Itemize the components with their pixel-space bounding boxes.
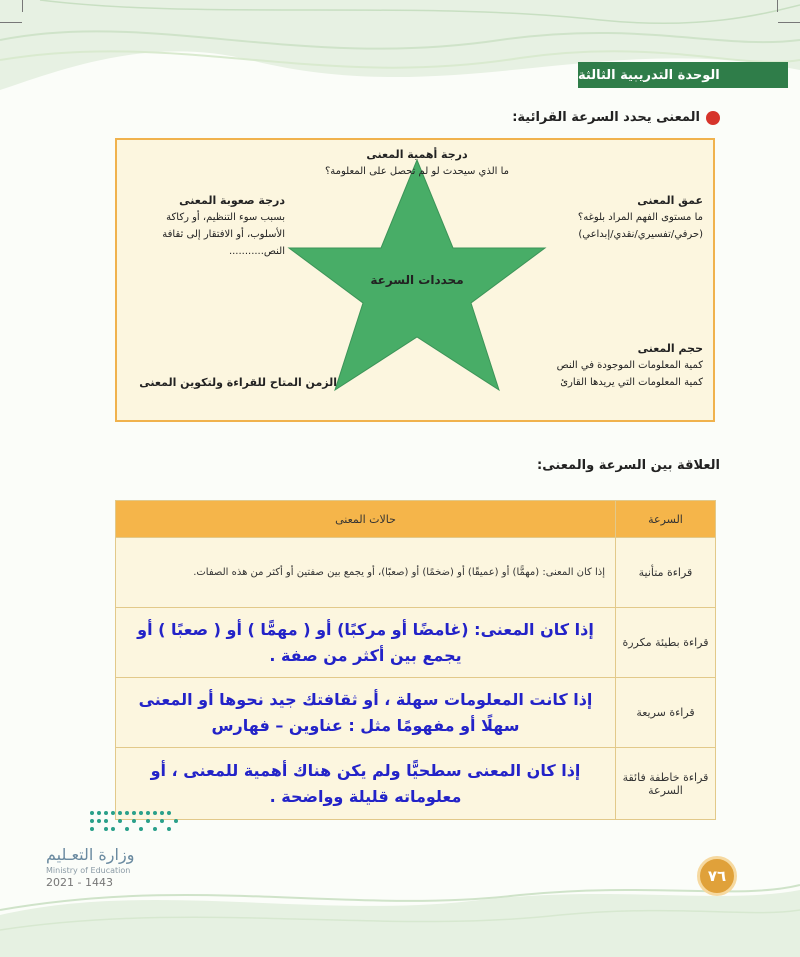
speed-meaning-table	[115, 500, 716, 820]
time-text: الزمن المتاح للقراءة ولتكوين المعنى	[139, 376, 337, 389]
edition-year: 2021 - 1443	[46, 876, 113, 889]
meaning-cell: إذا كان المعنى: (مهمًّا) أو (عميقًا) أو (ضخمًا) أو (صعبًا)، أو يجمع بين صفتين أو أكثر من هذه الصفات.	[116, 538, 616, 608]
unit-title: الوحدة التدريبية الثالثة	[578, 67, 720, 83]
crop-mark	[0, 22, 22, 23]
section2-title: العلاقة بين السرعة والمعنى:	[537, 458, 720, 473]
time-block	[137, 374, 337, 391]
table-row	[116, 748, 716, 820]
answer-cell: إذا كانت المعلومات سهلة ، أو ثقافتك جيد نحوها أو المعنى سهلًا أو مفهومًا مثل : عناوين – فهارس	[116, 678, 616, 748]
difficulty-heading: درجة صعوبة المعنى	[179, 194, 285, 207]
depth-line: ما مستوى الفهم المراد بلوغه؟	[577, 212, 703, 223]
page-number-badge	[697, 856, 737, 896]
section-heading-speed-by-meaning	[512, 110, 720, 125]
crop-mark	[777, 0, 778, 12]
depth-line: (حرفي/تفسيري/نقدي/إبداعي)	[578, 229, 703, 240]
table-header-row	[116, 501, 716, 538]
speed-determinants-diagram	[115, 138, 715, 422]
ministry-name-ar: وزارة التعـليم	[46, 845, 135, 864]
importance-text: ما الذي سيحدث لو لم تحصل على المعلومة؟	[324, 166, 509, 177]
unit-title-banner	[578, 62, 788, 88]
volume-heading: حجم المعنى	[637, 342, 703, 355]
answer-cell: إذا كان المعنى سطحيًّا ولم يكن هناك أهمية للمعنى ، أو معلوماته قليلة وواضحة .	[116, 748, 616, 820]
ministry-name-en: Ministry of Education	[46, 866, 131, 875]
red-bullet-icon	[706, 111, 720, 125]
answer-cell: إذا كان المعنى: (غامضًا أو مركبًا) أو ( مهمًّا ) أو ( صعبًا ) أو يجمع بين أكثر من صفة .	[116, 608, 616, 678]
bottom-wave-decoration	[0, 860, 800, 957]
section1-title: المعنى يحدد السرعة القرائية:	[512, 110, 700, 125]
speed-cell: قراءة بطيئة مكررة	[616, 608, 716, 678]
volume-block	[497, 340, 703, 391]
speed-cell: قراءة خاطفة فائقة السرعة	[616, 748, 716, 820]
header-meaning: حالات المعنى	[116, 501, 616, 538]
vision-logo-icon	[88, 808, 180, 834]
importance-block	[292, 146, 542, 180]
table-row	[116, 678, 716, 748]
table-row	[116, 538, 716, 608]
crop-mark	[22, 0, 23, 12]
difficulty-line: الأسلوب، أو الافتقار إلى ثقافة	[162, 229, 285, 240]
page-number: ٧٦	[707, 867, 727, 885]
importance-heading: درجة أهمية المعنى	[366, 148, 468, 161]
depth-block	[537, 192, 703, 243]
volume-line: كمية المعلومات التي يريدها القارئ	[560, 377, 703, 388]
volume-line: كمية المعلومات الموجودة في النص	[556, 360, 703, 371]
header-speed: السرعة	[616, 501, 716, 538]
crop-mark	[778, 22, 800, 23]
difficulty-line: النص...........	[228, 246, 285, 257]
depth-heading: عمق المعنى	[637, 194, 703, 207]
star-center-label: محددات السرعة	[370, 273, 464, 287]
difficulty-line: بسبب سوء التنظيم، أو ركاكة	[166, 212, 285, 223]
speed-cell: قراءة متأنية	[616, 538, 716, 608]
speed-cell: قراءة سريعة	[616, 678, 716, 748]
difficulty-block	[125, 192, 285, 260]
table-row	[116, 608, 716, 678]
